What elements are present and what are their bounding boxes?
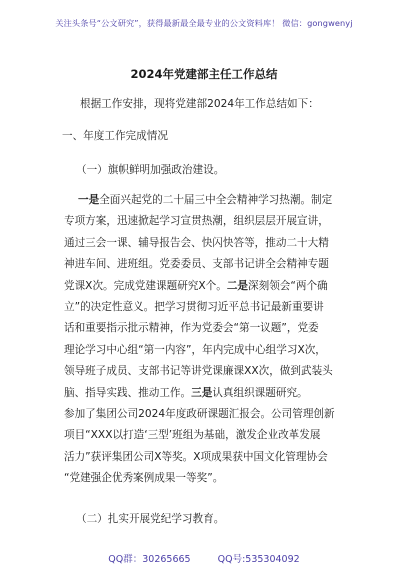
body-text: 项目“XXX以打造‘三型’班组为基础，激发企业改革发展 — [64, 429, 321, 442]
subsection-heading-2: （二）扎实开展党纪学习教育。 — [76, 513, 225, 525]
body-line — [64, 276, 364, 297]
subsection-heading-1: （一）旗帜鲜明加强政治建设。 — [76, 164, 225, 176]
body-line — [64, 254, 364, 275]
body-text: 神进车间、进班组。党委委员、支部书记讲全会精神专题 — [64, 258, 329, 271]
body-line — [64, 425, 364, 446]
body-text: 理论学习中心组“第一内容”，年内完成中心组学习X次， — [64, 343, 326, 356]
body-line — [64, 318, 364, 339]
body-text: 认真组织课题研究。 — [212, 386, 308, 399]
body-text: 参加了集团公司2024年度政研课题汇报会。公司管理创新 — [64, 408, 335, 421]
footer-qq-number: QQ号:535304092 — [217, 554, 300, 565]
document-title: 2024年党建部主任工作总结 — [130, 67, 278, 81]
body-line — [64, 190, 364, 211]
section-heading-1: 一、年度工作完成情况 — [62, 130, 168, 142]
body-text: 党课X次。完成党建课题研究X个。 — [64, 279, 227, 292]
body-text: 领导班子成员、支部书记等讲党课廉课XX次，做到武装头 — [64, 365, 333, 378]
header-banner: 关注头条号“公文研究”，获得最新最全最专业的公文资料库！ 微信：gongwenyj — [55, 18, 353, 28]
body-text: “党建强企优秀案例成果一等奖”。 — [64, 472, 224, 485]
body-line — [64, 404, 364, 425]
body-line — [64, 447, 364, 468]
body-text: 立”的决定性意义。把学习贯彻习近平总书记最新重要讲 — [64, 301, 324, 314]
body-text: 通过三会一课、辅导报告会、快闪快答等，推动二十大精 — [64, 236, 329, 249]
footer-contacts — [0, 551, 408, 565]
body-line — [64, 383, 364, 404]
body-line — [64, 361, 364, 382]
emphasis-label: 一是 — [78, 194, 100, 206]
body-text: 深刻领会“两个确 — [248, 279, 328, 292]
body-line — [64, 211, 364, 232]
body-line — [64, 468, 364, 489]
body-paragraph — [64, 190, 364, 490]
intro-paragraph: 根据工作安排，现将党建部2024年工作总结如下： — [80, 98, 319, 110]
body-text: 全面兴起党的二十届三中全会精神学习热潮。制定 — [99, 194, 333, 206]
body-text: 活力”获评集团公司X等奖。X项成果获中国文化管理协会 — [64, 450, 328, 463]
footer-qq-group: QQ群：30265665 — [108, 554, 191, 565]
body-line — [64, 297, 364, 318]
emphasis-label: 二是 — [226, 279, 249, 292]
body-text: 话和重要指示批示精神，作为党委会“第一议题”，党委 — [64, 322, 319, 335]
body-text: 专项方案，迅速掀起学习宣贯热潮，组织层层开展宣讲， — [64, 215, 329, 228]
body-line — [64, 340, 364, 361]
body-text: 脑、指导实践、推动工作。 — [64, 386, 192, 399]
body-line — [64, 233, 364, 254]
emphasis-label: 三是 — [191, 386, 213, 399]
